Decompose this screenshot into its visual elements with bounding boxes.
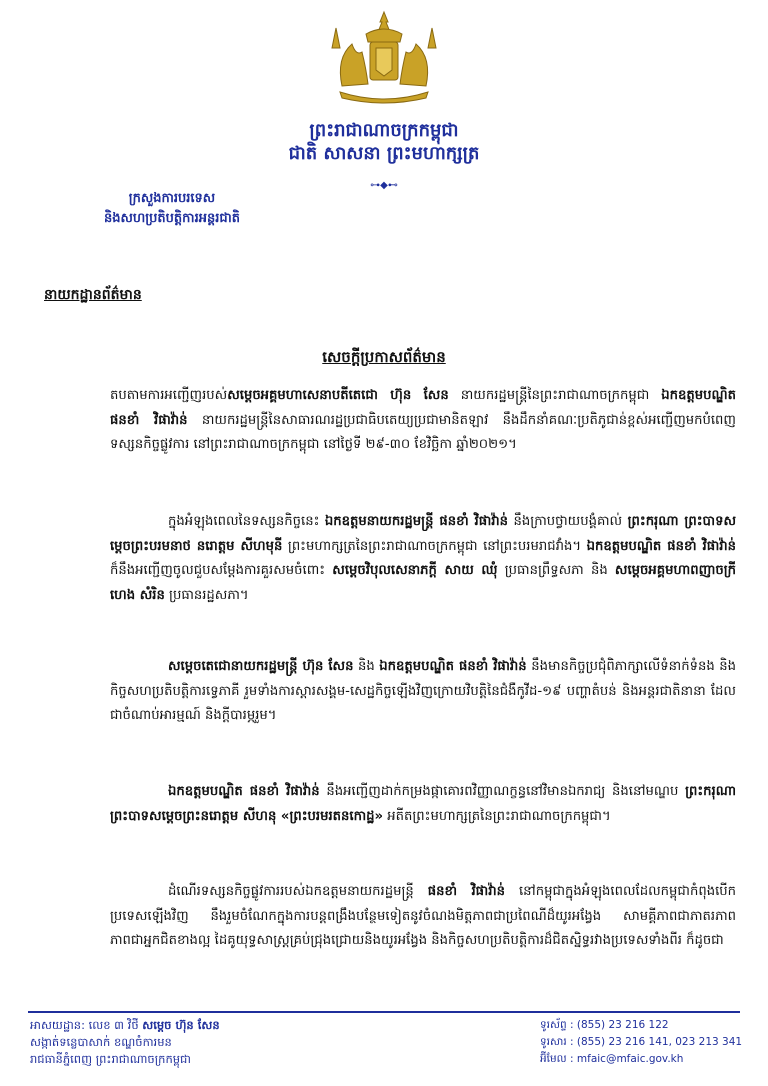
footer-address: អាសយដ្ឋាន: លេខ ៣ វិថី សម្តេច ហ៊ុន សែន សង្កាត់ទន្លេបាសាក់ ខណ្ឌចំការមន រាជធានីភ្នំពេញ ព្រះរាជាណាចក្រកម្ពុជា bbox=[30, 1018, 220, 1066]
fax-number: (855) 23 216 141, 023 213 341 bbox=[576, 1036, 743, 1048]
paragraph-4: ឯកឧត្តមបណ្ឌិត ផនខាំ វិផាវ៉ាន់ នឹងអញ្ជើញដាក់កម្រងផ្កាគោរពវិញ្ញាណក្ខន្ធនៅវិមានឯករាជ្យ និងនៅមណ្ឌប ព្រះករុណា ព្រះបាទសម្តេចព្រះនរោត្តម សីហនុ «ព្រះបរមរតនកោដ្ឋ» អតីតព្រះមហាក្សត្រនៃព្រះរាជាណាចក្រកម្ពុជា។ bbox=[110, 784, 736, 824]
paragraph-2: ក្នុងអំឡុងពេលនៃទស្សនកិច្ចនេះ ឯកឧត្តមនាយករដ្ឋមន្ត្រី ផនខាំ វិផាវ៉ាន់ នឹងក្រាបថ្វាយបង្គំគាល់ ព្រះករុណា ព្រះបាទសម្តេចព្រះបរមនាថ នរោត្តម សីហមុនី ព្រះមហាក្សត្រនៃព្រះរាជាណាចក្រកម្ពុជា នៅព្រះបរមរាជវាំង។ ឯកឧត្តមបណ្ឌិត ផនខាំ វិផាវ៉ាន់ ក៏នឹងអញ្ជើញចូលជួបសម្តែងការគួរសមចំពោះ សម្តេចវិបុលសេនាភក្តី សាយ ឈុំ ប្រធានព្រឹទ្ធសភា និង សម្តេចអគ្គមហាពញាចក្រី ហេង សំរិន ប្រធានរដ្ឋសភា។ bbox=[110, 514, 737, 603]
kingdom-motto: ជាតិ សាសនា ព្រះមហាក្សត្រ bbox=[288, 143, 480, 164]
footer-contacts bbox=[540, 1017, 750, 1068]
paragraph-5: ដំណើរទស្សនកិច្ចផ្លូវការរបស់ឯកឧត្តមនាយករដ្ឋមន្ត្រី ផនខាំ វិផាវ៉ាន់ នៅកម្ពុជាក្នុងអំឡុងពេលដែលកម្ពុជាកំពុងបើកប្រទេសឡើងវិញ នឹងរួមចំណែកក្នុងការបន្តពង្រឹងបន្ថែមទៀតនូវចំណងមិត្តភាពជាប្រពៃណីដ៏យូរអង្វែង សាមគ្គីភាពជាភាតរភាព ភាពជាអ្នកជិតខាងល្អ ដៃគូយុទ្ធសាស្ត្រគ្រប់ជ្រុងជ្រោយនិងយូរអង្វែង និងកិច្ចសហប្រតិបត្តិការដ៏ជិតស្និទ្ធរវាងប្រទេសទាំងពីរ ក៏ដូចជា bbox=[110, 884, 736, 948]
email-label: អ៊ីមែល : bbox=[540, 1053, 574, 1065]
email-link[interactable]: mfaic@mfaic.gov.kh bbox=[576, 1053, 684, 1065]
phone-label: ទូរស័ព្ទ : bbox=[540, 1019, 574, 1031]
footer-divider bbox=[28, 1011, 740, 1013]
department-name: នាយកដ្ឋានព័ត៌មាន bbox=[44, 287, 142, 303]
kingdom-title: ព្រះរាជាណាចក្រកម្ពុជា bbox=[309, 120, 459, 141]
document-title: សេចក្តីប្រកាសព័ត៌មាន bbox=[322, 348, 446, 366]
ministry-name-line2: និងសហប្រតិបត្តិការអន្តរជាតិ bbox=[104, 211, 240, 226]
phone-number: (855) 23 216 122 bbox=[576, 1019, 669, 1031]
ornament-divider: ⊶◆⊷ bbox=[370, 180, 398, 191]
paragraph-3: សម្តេចតេជោនាយករដ្ឋមន្ត្រី ហ៊ុន សែន និង ឯកឧត្តមបណ្ឌិត ផនខាំ វិផាវ៉ាន់ នឹងមានកិច្ចប្រជុំពិភាក្សាលើទំនាក់ទំនង និងកិច្ចសហប្រតិបត្តិការទ្វេភាគី រួមទាំងការស្តារសង្គម-សេដ្ឋកិច្ចឡើងវិញក្រោយវិបត្តិនៃជំងឺកូវីដ-១៩ បញ្ហាតំបន់ និងអន្តរជាតិនានា ដែលជាចំណាប់អារម្មណ៍ និងក្តីបារម្ភរួម។ bbox=[110, 659, 736, 723]
paragraph-1: តបតាមការអញ្ជើញរបស់សម្តេចអគ្គមហាសេនាបតីតេជោ ហ៊ុន សែន នាយករដ្ឋមន្ត្រីនៃព្រះរាជាណាចក្រកម្ពុជា ឯកឧត្តមបណ្ឌិត ផនខាំ វិផាវ៉ាន់ នាយករដ្ឋមន្ត្រីនៃសាធារណរដ្ឋប្រជាធិបតេយ្យប្រជាមានិតឡាវ នឹងដឹកនាំគណៈប្រតិភូជាន់ខ្ពស់អញ្ជើញមកបំពេញទស្សនកិច្ចផ្លូវការ នៅព្រះរាជាណាចក្រកម្ពុជា នៅថ្ងៃទី ២៩-៣០ ខែវិច្ឆិកា ឆ្នាំ២០២១។ bbox=[110, 388, 736, 452]
royal-coat-of-arms-icon bbox=[322, 8, 446, 108]
ministry-name-line1: ក្រសួងការបរទេស bbox=[128, 191, 216, 206]
fax-label: ទូរសារ : bbox=[540, 1036, 574, 1048]
